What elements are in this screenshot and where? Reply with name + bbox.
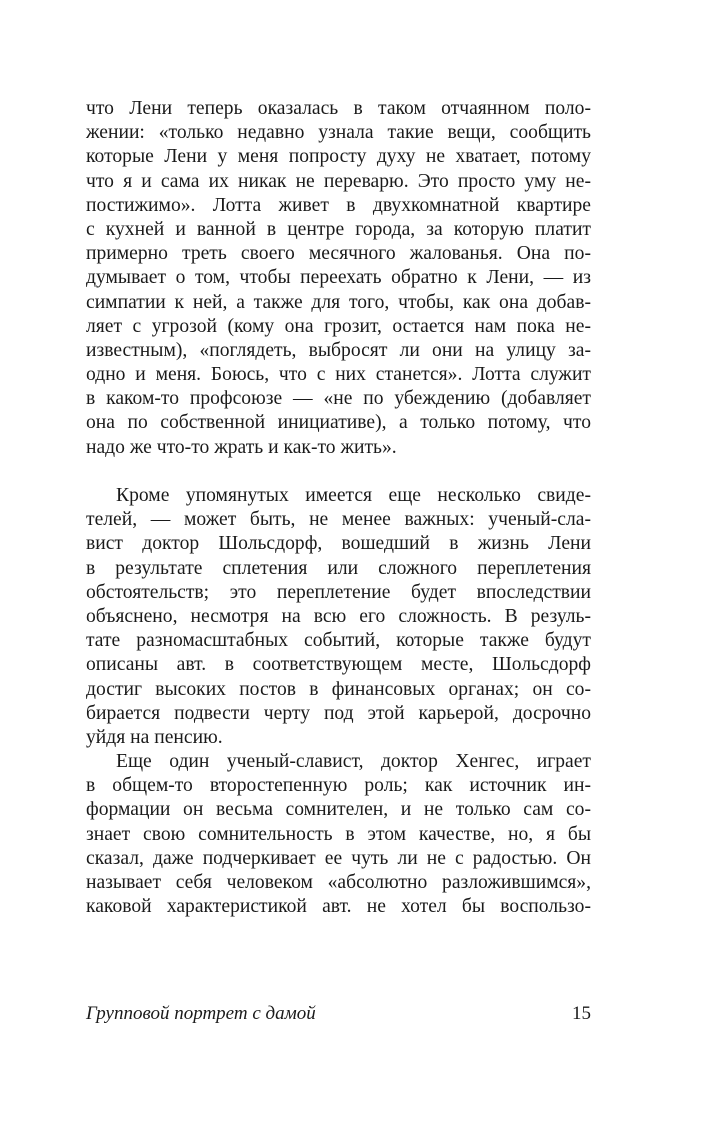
text-line: обстоятельств; это переплетение будет впоследствии <box>86 581 591 603</box>
running-title: Групповой портрет с дамой <box>86 1003 316 1024</box>
text-line: что я и сама их никак не переварю. Это просто уму не- <box>86 170 591 192</box>
body-text <box>86 97 591 919</box>
text-line: симпатии к ней, а также для того, чтобы, как она добав- <box>86 291 591 313</box>
text-line: в каком-то профсоюзе — «не по убеждению (добавляет <box>86 388 591 410</box>
text-line: описаны авт. в соответствующем месте, Шольсдорф <box>86 654 591 676</box>
paragraph-gap <box>86 460 591 484</box>
text-line: что Лени теперь оказалась в таком отчаянном поло- <box>86 98 591 119</box>
text-line: жении: «только недавно узнала такие вещи, сообщить <box>86 122 591 144</box>
text-line: уйдя на пенсию. <box>86 726 223 748</box>
text-line: называет себя человеком «абсолютно разложившимся», <box>86 872 591 893</box>
text-line: думывает о том, чтобы переехать обратно к Лени, — из <box>86 267 591 289</box>
text-line: достиг высоких постов в финансовых органах; он со- <box>86 678 591 700</box>
paragraph-2 <box>86 484 591 750</box>
text-line: примерно треть своего месячного жалованья. Она по- <box>86 243 591 265</box>
book-page <box>86 0 591 1123</box>
text-line: тате разномасштабных событий, которые также будут <box>86 630 591 652</box>
text-line: постижимо». Лотта живет в двухкомнатной квартире <box>86 194 591 216</box>
text-line: надо же что-то жрать и как-то жить». <box>86 436 397 458</box>
text-line: формации он весьма сомнителен, и не только сам со- <box>86 799 591 821</box>
paragraph-1 <box>86 97 591 460</box>
page-number: 15 <box>572 1003 591 1024</box>
text-line: ляет с угрозой (кому она грозит, остается нам пока не- <box>86 315 591 337</box>
text-line: с кухней и ванной в центре города, за которую платит <box>86 218 591 240</box>
text-line: телей, — может быть, не менее важных: ученый-сла- <box>86 509 591 531</box>
text-line: бирается подвести черту под этой карьерой, досрочно <box>86 702 591 724</box>
text-line: Кроме упомянутых имеется еще несколько свиде- <box>116 485 591 506</box>
paragraph-3 <box>86 750 591 919</box>
text-line: сказал, даже подчеркивает ее чуть ли не с радостью. Он <box>86 847 591 869</box>
text-line: которые Лени у меня попросту духу не хватает, потому <box>86 146 591 168</box>
text-line: вист доктор Шольсдорф, вошедший в жизнь Лени <box>86 533 591 555</box>
page-footer <box>86 1000 591 1028</box>
text-line: знает свою сомнительность в этом качестве, но, я бы <box>86 823 591 845</box>
text-line: в общем-то второстепенную роль; как источник ин- <box>86 775 591 797</box>
text-line: она по собственной инициативе), а только потому, что <box>86 412 591 434</box>
text-line: Еще один ученый-славист, доктор Хенгес, играет <box>116 751 591 773</box>
text-line: объяснено, несмотря на всю его сложность. В резуль- <box>86 605 591 627</box>
text-line: каковой характеристикой авт. не хотел бы воспользо- <box>86 896 591 918</box>
text-line: одно и меня. Боюсь, что с них станется». Лотта служит <box>86 364 591 386</box>
text-line: в результате сплетения или сложного переплетения <box>86 557 591 579</box>
text-line: известным), «поглядеть, выбросят ли они на улицу за- <box>86 339 591 361</box>
